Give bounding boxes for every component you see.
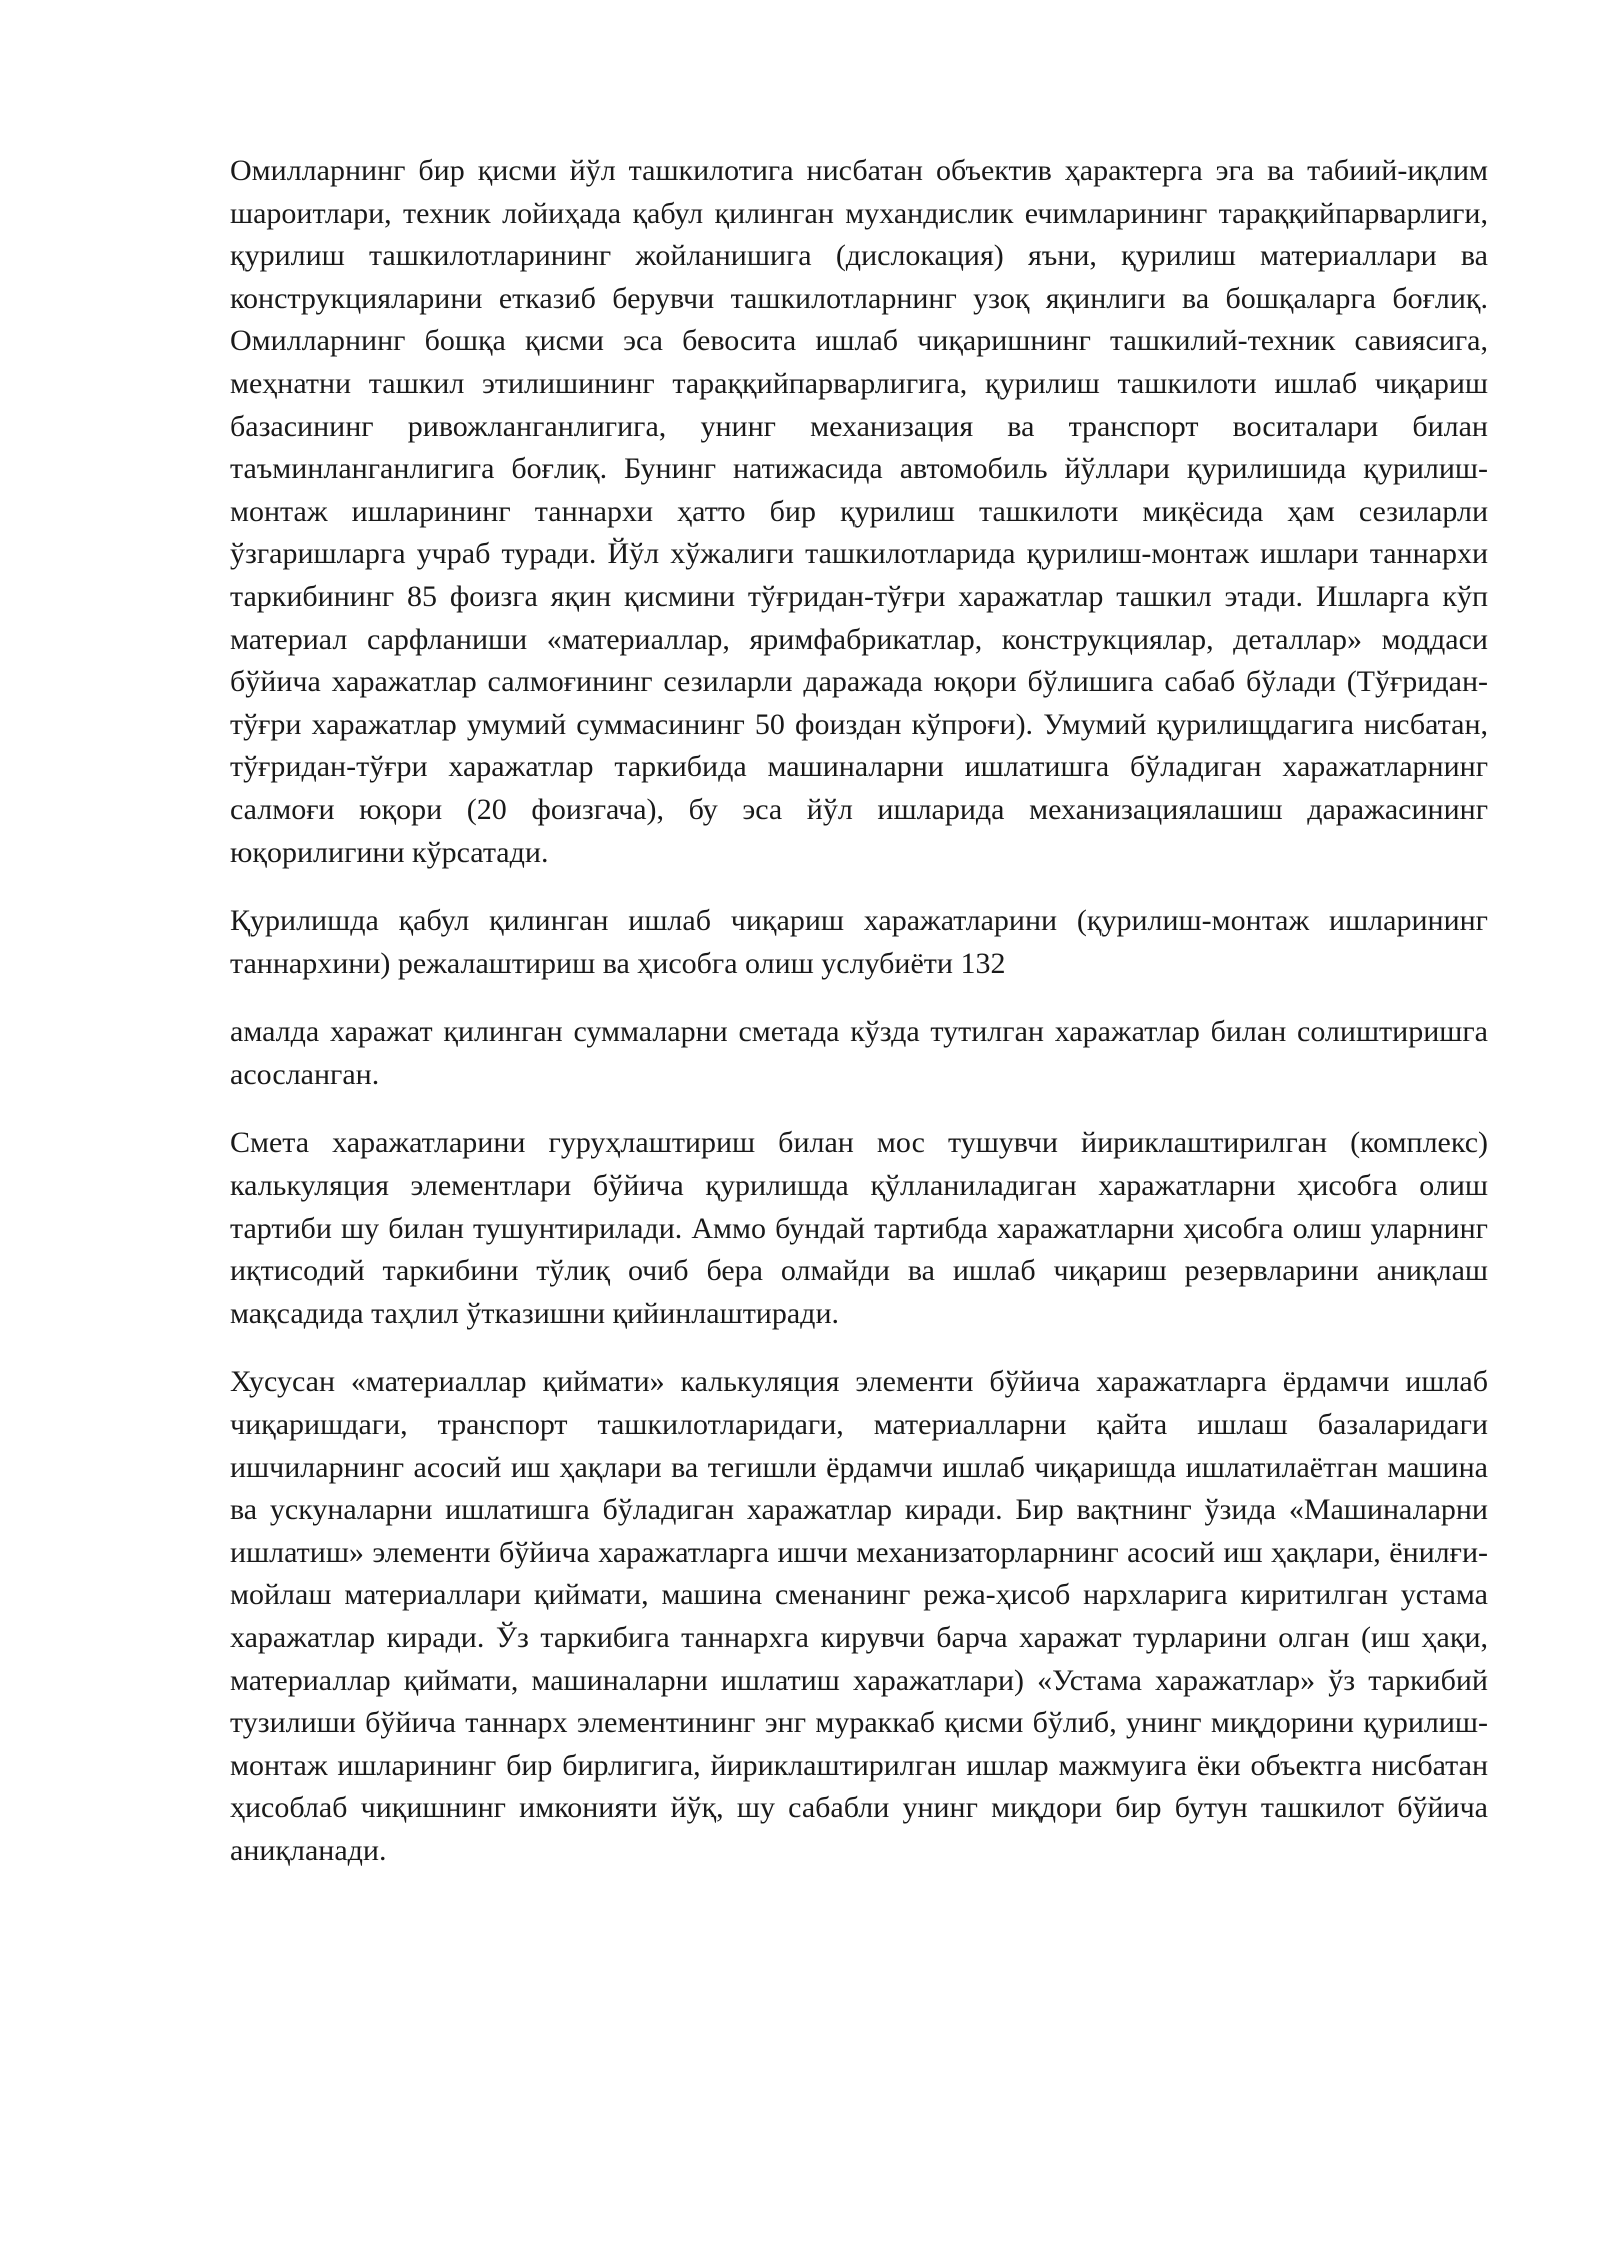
paragraph-methodology: Қурилишда қабул қилинган ишлаб чиқариш харажатларини (қурилиш-монтаж ишларининг таннархини) режалаштириш ва ҳисобга олиш услубиёти 132 xyxy=(230,904,1488,980)
paragraph-comparison: амалда харажат қилинган суммаларни сметада кўзда тутилган харажатлар билан солиштиришга асосланган. xyxy=(230,1015,1488,1091)
paragraph-overhead-costs: Хусусан «материаллар қиймати» калькуляция элементи бўйича харажатларга ёрдамчи ишлаб чиқаришдаги, транспорт ташкилотларидаги, материалларни қайта ишлаш базаларидаги ишчиларнинг асосий иш ҳақлари ва тегишли ёрдамчи ишлаб чиқаришда ишлатилаётган машина ва ускуналарни ишлатишга бўладиган харажатлар киради. Бир вақтнинг ўзида «Машиналарни ишлатиш» элементи бўйича харажатларга ишчи механизаторларнинг асосий иш ҳақлари, ёнилғи-мойлаш материаллари қиймати, машина сменанинг режа-ҳисоб нархларига киритилган устама харажатлар киради. Ўз таркибига таннархга кирувчи барча харажат турларини олган (иш ҳақи, материаллар қиймати, машиналарни ишлатиш харажатлари) «Устама харажатлар» ўз таркибий тузилиши бўйича таннарх элементининг энг мураккаб қисми бўлиб, унинг миқдорини қурилиш-монтаж ишларининг бир бирлигига, йириклаштирилган ишлар мажмуига ёки объектга нисбатан ҳисоблаб чиқишнинг имконияти йўқ, шу сабабли унинг миқдори бир бутун ташкилот бўйича аниқланади. xyxy=(230,1365,1488,1867)
document-body xyxy=(230,150,1488,1899)
paragraph-estimate-grouping: Смета харажатларини гуруҳлаштириш билан мос тушувчи йириклаштирилган (комплекс) калькуляция элементлари бўйича қурилишда қўлланиладиган харажатларни ҳисобга олиш тартиби шу билан тушунтирилади. Аммо бундай тартибда харажатларни ҳисобга олиш уларнинг иқтисодий таркибини тўлиқ очиб бера олмайди ва ишлаб чиқариш резервларини аниқлаш мақсадида таҳлил ўтказишни қийинлаштиради. xyxy=(230,1126,1488,1330)
paragraph-factors: Омилларнинг бир қисми йўл ташкилотига нисбатан объектив ҳарактерга эга ва табиий-иқлим шароитлари, техник лойиҳада қабул қилинган мухандислик ечимларининг тараққийпарварлиги, қурилиш ташкилотларининг жойланишига (дислокация) яъни, қурилиш материаллари ва конструкцияларини етказиб берувчи ташкилотларнинг узоқ яқинлиги ва бошқаларга боғлиқ. Омилларнинг бошқа қисми эса бевосита ишлаб чиқаришнинг ташкилий-техник савиясига, меҳнатни ташкил этилишининг тараққийпарварлигига, қурилиш ташкилоти ишлаб чиқариш базасининг ривожланганлигига, унинг механизация ва транспорт воситалари билан таъминланганлигига боғлиқ. Бунинг натижасида автомобиль йўллари қурилишида қурилиш-монтаж ишларининг таннархи ҳатто бир қурилиш ташкилоти миқёсида ҳам сезиларли ўзгаришларга учраб туради. Йўл хўжалиги ташкилотларида қурилиш-монтаж ишлари таннархи таркибининг 85 фоизга яқин қисмини тўғридан-тўғри харажатлар ташкил этади. Ишларга кўп материал сарфланиши «материаллар, яримфабрикатлар, конструкциялар, деталлар» моддаси бўйича харажатлар салмоғининг сезиларли даражада юқори бўлишига сабаб бўлади (Тўғридан-тўғри харажатлар умумий суммасининг 50 фоиздан кўпроғи). Умумий қурилищдагига нисбатан, тўғридан-тўғри харажатлар таркибида машиналарни ишлатишга бўладиган харажатларнинг салмоғи юқори (20 фоизгача), бу эса йўл ишларида механизациялашиш даражасининг юқорилигини кўрсатади. xyxy=(230,154,1488,869)
